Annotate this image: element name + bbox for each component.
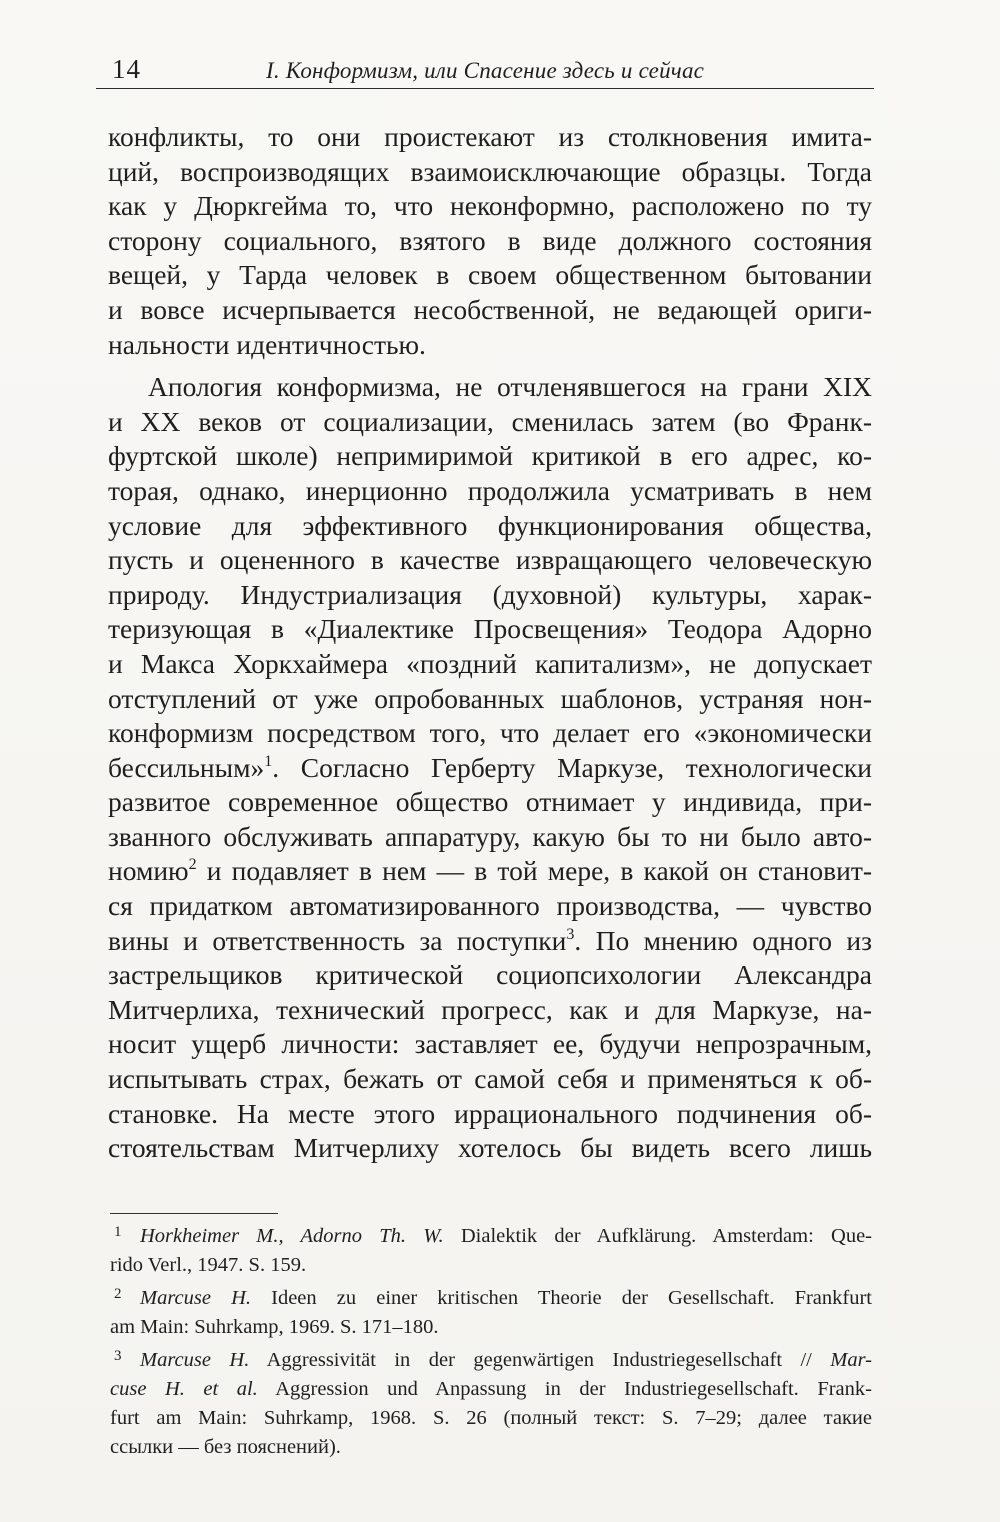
footnote-text: Aggression und Anpassung in der Industriegesellschaft. Frank- xyxy=(275,1378,872,1400)
footnote-mark: 3 xyxy=(114,1348,122,1364)
text-line: фуртской школе) непримиримой критикой в его адрес, ко- xyxy=(108,440,872,472)
footnotes xyxy=(110,1222,872,1466)
text-fragment: По мнению одного из xyxy=(595,924,872,956)
text-line: застрельщиков критической социопсихологии Александра xyxy=(108,959,872,991)
footnote-ref: 3 xyxy=(566,925,575,943)
text-line: теризующая в «Диалектике Просвещения» Теодора Адорно xyxy=(108,613,872,645)
text-line: и Макса Хоркхаймера «поздний капитализм», не допускает xyxy=(108,647,872,679)
text-line: званного обслуживать аппаратуру, какую бы то ни было авто- xyxy=(108,820,872,852)
body-text xyxy=(108,120,872,1166)
text-line: вещей, у Тарда человек в своем общественном бытовании xyxy=(108,259,872,291)
text-line: ся придатком автоматизированного производства, — чувство xyxy=(108,890,872,922)
footnote-line xyxy=(110,1284,872,1313)
footnote-text: Ideen zu einer kritischen Theorie der Gesellschaft. Frankfurt xyxy=(271,1287,872,1309)
running-header xyxy=(96,50,874,89)
text-fragment: Согласно Герберту Маркузе, технологически xyxy=(300,751,872,783)
text-line: ций, воспроизводящих взаимоисключающие образцы. Тогда xyxy=(108,155,872,187)
text-line: вины и ответственность за поступки$^3$. По мнению одного из xyxy=(108,924,872,956)
text-line: и вовсе исчерпывается несобственной, не ведающей ориги- xyxy=(108,293,872,325)
footnote-line: furt am Main: Suhrkamp, 1968. S. 26 (полный текст: S. 7–29; далее такие xyxy=(110,1407,872,1429)
text-line: сторону социального, взятого в виде должного состояния xyxy=(108,224,872,256)
text-line: Митчерлиха, технический прогресс, как и для Маркузе, на- xyxy=(108,993,872,1025)
footnote-text: Aggressivität in der gegenwärtigen Industriegesellschaft // xyxy=(266,1349,812,1371)
footnote-mark: 2 xyxy=(114,1286,122,1302)
footnote-author: Marcuse H. xyxy=(140,1349,250,1371)
footnote-author: Marcuse H. xyxy=(140,1287,252,1309)
footnote-ref: 2 xyxy=(188,856,197,874)
footnote-author: cuse H. et al. xyxy=(110,1378,258,1400)
text-line: испытывать страх, бежать от самой себя и применяться к об- xyxy=(108,1063,872,1095)
footnote-ref: 1 xyxy=(264,752,273,770)
text-line: становке. На месте этого иррационального подчинения об- xyxy=(108,1097,872,1129)
text-line: и XX веков от социализации, сменилась затем (во Франк- xyxy=(108,405,872,437)
footnote-text: Dialektik der Aufklärung. Amsterdam: Que- xyxy=(460,1225,872,1247)
footnote-author: Mar- xyxy=(830,1349,873,1371)
footnote-2 xyxy=(110,1284,872,1342)
text-fragment: номию xyxy=(108,855,189,887)
text-line: нальности идентичностью. xyxy=(108,328,426,360)
text-line: развитое современное общество отнимает у индивида, при- xyxy=(108,786,872,818)
text-line: пусть и оцененного в качестве извращающего человеческую xyxy=(108,544,872,576)
footnote-mark: 1 xyxy=(114,1224,122,1240)
chapter-title: I. Конформизм, или Спасение здесь и сейчас xyxy=(266,58,705,83)
text-line: конфликты, то они проистекают из столкновения имита- xyxy=(108,121,872,152)
text-line: как у Дюркгейма то, что неконформно, расположено по ту xyxy=(108,190,872,222)
text-line: торая, однако, инерционно продолжила усматривать в нем xyxy=(108,474,872,506)
text-fragment: бессильным» xyxy=(108,751,265,783)
text-line: Апология конформизма, не отчленявшегося на грани XIX xyxy=(148,371,872,403)
text-line: природу. Индустриализация (духовной) культуры, харак- xyxy=(108,578,872,610)
footnote-1 xyxy=(110,1222,872,1280)
text-fragment: и подавляет в нем — в той мере, в какой он становит- xyxy=(206,855,873,887)
footnote-line: ссылки — без пояснений). xyxy=(110,1436,341,1458)
footnote-line: rido Verl., 1947. S. 159. xyxy=(110,1254,307,1276)
footnote-line: am Main: Suhrkamp, 1969. S. 171–180. xyxy=(110,1316,439,1338)
footnote-rule xyxy=(110,1213,278,1214)
footnote-line xyxy=(110,1375,872,1404)
footnote-author: Horkheimer M., Adorno Th. W. xyxy=(140,1225,444,1247)
footnote-3 xyxy=(110,1346,872,1462)
text-fragment: вины и ответственность за поступки xyxy=(108,924,567,956)
footnote-line xyxy=(110,1222,872,1251)
text-line: бессильным»$^1$. Согласно Герберту Маркузе, технологически xyxy=(108,751,872,783)
footnote-line xyxy=(110,1346,872,1375)
text-line: конформизм посредством того, что делает его «экономически xyxy=(108,717,872,749)
text-line: стоятельствам Митчерлиху хотелось бы видеть всего лишь xyxy=(108,1132,872,1164)
text-line xyxy=(108,854,872,889)
text-line: условие для эффективного функционирования общества, xyxy=(108,509,872,541)
text-line: отступлений от уже опробованных шаблонов, устраняя нон- xyxy=(108,682,872,714)
page-number: 14 xyxy=(112,54,141,84)
text-line: носит ущерб личности: заставляет ее, будучи непрозрачным, xyxy=(108,1028,872,1060)
